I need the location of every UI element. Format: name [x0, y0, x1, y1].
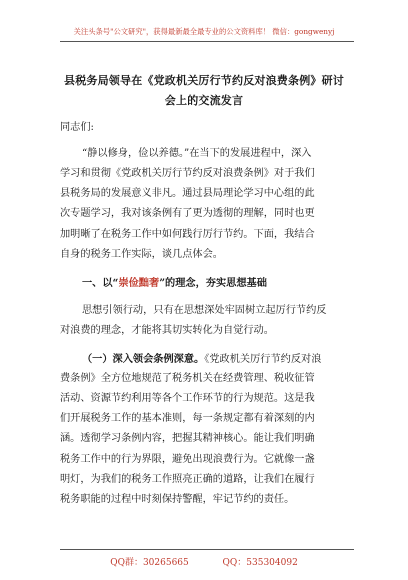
paragraph-line: 学习和贯彻《党政机关厉行节约反对浪费条例》对于我们 — [60, 168, 315, 179]
footer-qq: QQ：535304092 — [222, 558, 298, 568]
paragraph-line: 明灯，为我们的税务工作照亮正确的道路，让我们在履行 — [60, 474, 315, 485]
paragraph-line: 税务职能的过程中时刻保持警醒，牢记节约的责任。 — [60, 494, 295, 505]
document-title-line-1: 县税务局领导在《党政机关厉行节约反对浪费条例》研讨 — [64, 74, 344, 87]
paragraph-line: 涵。透彻学习条例内容，把握其精神核心。能让我们明确 — [60, 433, 315, 444]
paragraph-line: 税务工作中的行为界限，避免出现浪费行为。它就像一盏 — [60, 454, 315, 465]
header-rule — [60, 41, 354, 42]
paragraph-line: 费条例》全方位地规范了税务机关在经费管理、税收征管 — [60, 373, 315, 384]
paragraph-line: 县税务局的发展意义非凡。通过县局理论学习中心组的此 — [60, 188, 315, 199]
heading-suffix: ”的理念，夯实思想基础 — [159, 277, 267, 289]
subheading-lead: （一）深入领会条例深意。 — [82, 353, 205, 365]
heading-highlight: 崇俭黜奢 — [118, 277, 160, 289]
footer — [0, 555, 408, 568]
heading-prefix: 一、以“ — [82, 277, 119, 289]
paragraph-line: 自身的税务工作实际，谈几点体会。 — [60, 249, 223, 260]
paragraph-line: 活动、资源节约利用等各个工作环节的行为规范。这是我 — [60, 393, 315, 404]
section-heading-1 — [82, 276, 267, 290]
document-title-line-2: 会上的交流发言 — [164, 94, 244, 107]
paragraph-line: 加明晰了在税务工作中如何践行厉行节约。下面，我结合 — [60, 229, 315, 240]
paragraph-text: 《党政机关厉行节约反对浪 — [204, 354, 322, 365]
header-note: 关注头条号"公文研究"，获得最新最全最专业的公文资料库！ 微信：gongwenyj — [73, 27, 335, 36]
salutation: 同志们: — [60, 122, 94, 133]
paragraph-line: 对浪费的理念，才能将其切实转化为自觉行动。 — [60, 325, 274, 336]
paragraph-line: “静以修身，俭以养德。”在当下的发展进程中，深入 — [82, 148, 312, 159]
paragraph-line: 次专题学习，我对该条例有了更为透彻的理解，同时也更 — [60, 208, 315, 219]
paragraph-line: 思想引领行动，只有在思想深处牢固树立起厉行节约反 — [82, 305, 327, 316]
footer-rule — [60, 549, 354, 550]
paragraph-line — [82, 352, 321, 367]
footer-qq-group: QQ群：30265665 — [110, 558, 189, 568]
paragraph-line: 们开展税务工作的基本准则，每一条规定都有着深刻的内 — [60, 413, 315, 424]
